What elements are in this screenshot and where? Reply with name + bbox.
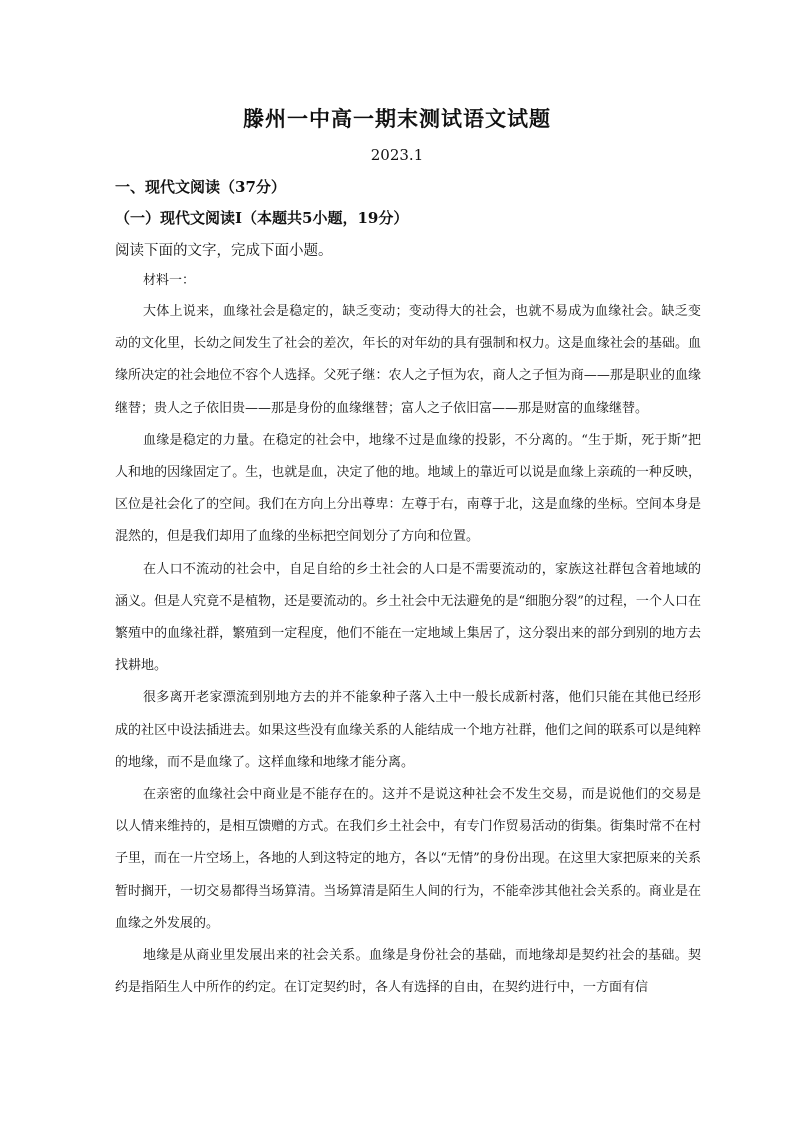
exam-date: 2023.1 xyxy=(370,146,424,164)
paragraph: 很多离开老家漂流到别地方去的并不能象种子落入土中一般长成新村落，他们只能在其他已经形成的社区中设法插进去。如果这些没有血缘关系的人能结成一个地方社群，他们之间的联系可以是纯粹的地缘，而不是血缘了。这样血缘和地缘才能分离。 xyxy=(115,690,701,770)
material-label: 材料一： xyxy=(143,273,196,288)
paragraph: 在人口不流动的社会中，自足自给的乡土社会的人口是不需要流动的，家族这社群包含着地域的涵义。但是人究竟不是植物，还是要流动的。乡土社会中无法避免的是“细胞分裂”的过程，一个人口在繁殖中的血缘社群，繁殖到一定程度，他们不能在一定地域上集居了，这分裂出来的部分到别的地方去找耕地。 xyxy=(115,561,701,674)
paragraph: 大体上说来，血缘社会是稳定的，缺乏变动；变动得大的社会，也就不易成为血缘社会。缺乏变动的文化里，长幼之间发生了社会的差次，年长的对年幼的具有强制和权力。这是血缘社会的基础。血缘所决定的社会地位不容个人选择。父死子继：农人之子恒为农，商人之子恒为商——那是职业的血缘继替；贵人之子依旧贵——那是身份的血缘继替；富人之子依旧富——那是财富的血缘继替。 xyxy=(115,304,701,416)
paragraph: 血缘是稳定的力量。在稳定的社会中，地缘不过是血缘的投影，不分离的。“生于斯，死于斯”把人和地的因缘固定了。生，也就是血，决定了他的地。地域上的靠近可以说是血缘上亲疏的一种反映，区位是社会化了的空间。我们在方向上分出尊卑：左尊于右，南尊于北，这是血缘的坐标。空间本身是混然的，但是我们却用了血缘的坐标把空间划分了方向和位置。 xyxy=(115,432,701,545)
subsection-heading: （一）现代文阅读Ⅰ（本题共5小题，19分） xyxy=(115,209,409,227)
paragraph: 在亲密的血缘社会中商业是不能存在的。这并不是说这种社会不发生交易，而是说他们的交易是以人情来维持的，是相互馈赠的方式。在我们乡土社会中，有专门作贸易活动的街集。街集时常不在村子里，而在一片空场上，各地的人到这特定的地方，各以“无情”的身份出现。在这里大家把原来的关系暂时搁开，一切交易都得当场算清。当场算清是陌生人间的行为，不能牵涉其他社会关系的。商业是在血缘之外发展的。 xyxy=(115,787,701,931)
passage-body xyxy=(115,296,701,1004)
page-title: 滕州一中高一期末测试语文试题 xyxy=(243,106,551,131)
paragraph: 地缘是从商业里发展出来的社会关系。血缘是身份社会的基础，而地缘却是契约社会的基础。契约是指陌生人中所作的约定。在订定契约时，各人有选择的自由，在契约进行中，一方面有信 xyxy=(115,948,701,996)
instruction-text: 阅读下面的文字，完成下面小题。 xyxy=(115,243,333,259)
section-heading: 一、现代文阅读（37分） xyxy=(115,178,286,196)
